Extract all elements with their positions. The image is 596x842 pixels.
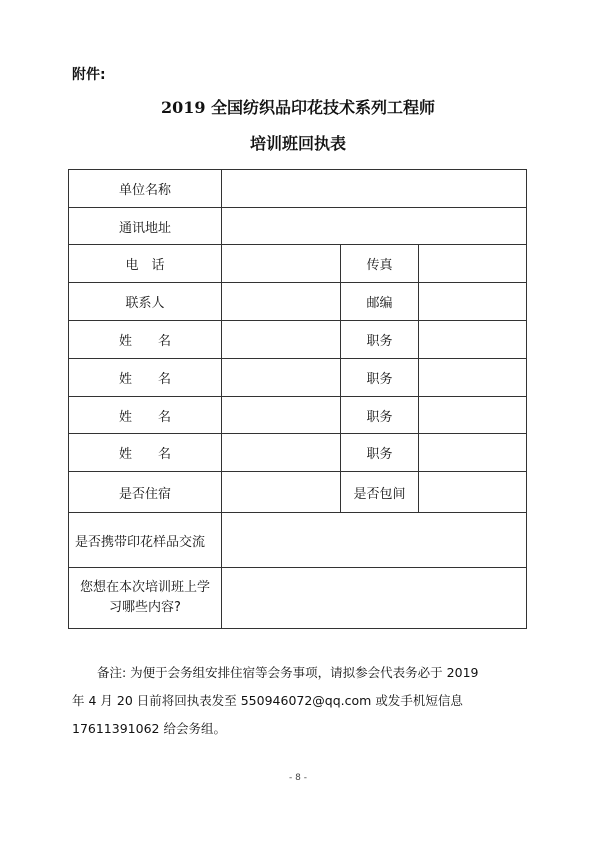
samples-field[interactable] <box>221 513 526 567</box>
note-line-3: 17611391062 给会务组。 <box>72 721 226 736</box>
note-paragraph <box>72 659 524 743</box>
page-subtitle: 培训班回执表 <box>249 134 346 153</box>
phone-label: 电 话 <box>125 258 165 273</box>
wish-label-line2: 习哪些内容? <box>109 600 181 615</box>
name-field[interactable] <box>221 359 340 396</box>
samples-label: 是否携带印花样品交流 <box>75 534 206 550</box>
postcode-field[interactable] <box>418 283 526 320</box>
wish-label <box>69 568 221 628</box>
room-share-field[interactable] <box>418 472 526 512</box>
registration-form-table <box>68 169 527 629</box>
name-label: 姓 名 <box>118 447 171 462</box>
row-samples <box>69 512 526 567</box>
row-contact <box>69 282 526 320</box>
lodging-field[interactable] <box>221 472 340 512</box>
room-share-label: 是否包间 <box>340 472 418 512</box>
row-attendee <box>69 396 526 433</box>
address-label: 通讯地址 <box>118 220 171 236</box>
row-attendee <box>69 358 526 396</box>
position-label: 职务 <box>340 359 418 396</box>
name-field[interactable] <box>221 434 340 471</box>
attachment-label: 附件: <box>72 67 106 83</box>
position-field[interactable] <box>418 359 526 396</box>
row-attendee <box>69 433 526 471</box>
lodging-label: 是否住宿 <box>118 486 171 502</box>
note-line-2: 年 4 月 20 日前将回执表发至 550946072@qq.com 或发手机短信息 <box>72 693 463 708</box>
contact-label: 联系人 <box>125 296 165 311</box>
unit-name-label: 单位名称 <box>118 183 171 198</box>
row-attendee <box>69 320 526 358</box>
row-phone <box>69 244 526 282</box>
name-field[interactable] <box>221 397 340 433</box>
row-lodging <box>69 471 526 512</box>
position-field[interactable] <box>418 397 526 433</box>
page-title: 2019 全国纺织品印花技术系列工程师 <box>160 98 436 117</box>
wish-label-line1: 您想在本次培训班上学 <box>79 580 210 595</box>
row-address <box>69 207 526 244</box>
position-label: 职务 <box>340 397 418 433</box>
unit-name-field[interactable] <box>221 170 526 207</box>
name-label: 姓 名 <box>118 334 171 349</box>
page-number: - 8 - <box>289 773 307 783</box>
row-unit-name <box>69 170 526 207</box>
wish-field[interactable] <box>221 568 526 628</box>
fax-label: 传真 <box>340 245 418 282</box>
phone-field[interactable] <box>221 245 340 282</box>
name-label: 姓 名 <box>118 372 171 387</box>
note-line-1: 备注: 为便于会务组安排住宿等会务事项，请拟参会代表务必于 2019 <box>97 665 479 680</box>
postcode-label: 邮编 <box>340 283 418 320</box>
position-label: 职务 <box>340 321 418 358</box>
position-label: 职务 <box>340 434 418 471</box>
name-field[interactable] <box>221 321 340 358</box>
address-field[interactable] <box>221 208 526 244</box>
name-label: 姓 名 <box>118 409 171 425</box>
position-field[interactable] <box>418 434 526 471</box>
row-wish <box>69 567 526 628</box>
contact-field[interactable] <box>221 283 340 320</box>
position-field[interactable] <box>418 321 526 358</box>
fax-field[interactable] <box>418 245 526 282</box>
